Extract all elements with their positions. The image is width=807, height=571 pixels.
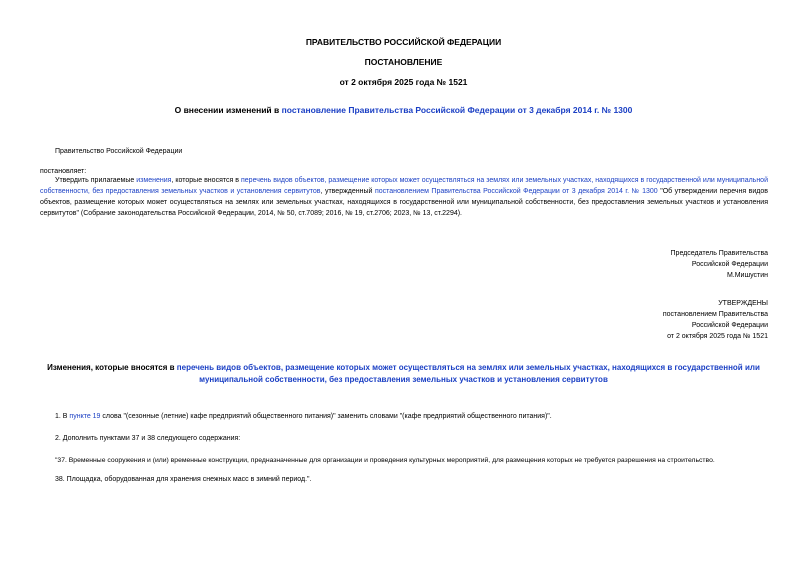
changes-link[interactable]: изменения bbox=[136, 177, 172, 184]
paragraph-text3: "Об утверждении перечня видов объектов, размещение которых может осуществляться на землях или земельных участках, находящихся в государственной или муниципальной собственности, без предоставления земельных участков и установления сервитутов" (Собрание законодательства Российской Федерации, 2014, № 50, ст.7089; 2016, № 19, ст.2706; 2023, № 13, ст.2294). bbox=[40, 188, 768, 217]
changes-title-prefix: Изменения, которые вносятся в bbox=[47, 363, 177, 372]
item-1-text: слова "(сезонные (летние) кафе предприятий общественного питания)" заменить словами "(кафе предприятий общественного питания)". bbox=[100, 413, 552, 420]
approval-line3: Российской Федерации bbox=[691, 322, 768, 329]
item-1 bbox=[55, 411, 785, 422]
title-link[interactable]: постановление Правительства Российской Федерации от 3 декабря 2014 г. № 1300 bbox=[281, 105, 633, 115]
signature-title: Председатель Правительства bbox=[670, 250, 768, 257]
document-title bbox=[0, 105, 807, 115]
changes-title-link[interactable]: перечень видов объектов, размещение которых может осуществляться на землях или земельных участках, находящихся в государственной или муниципальной собственности, без предоставления земельных участков и установления сервитутов bbox=[176, 363, 760, 384]
paragraph-text2: , утвержденный bbox=[320, 188, 375, 195]
signature-block bbox=[540, 248, 768, 281]
title-prefix: О внесении изменений в bbox=[174, 105, 282, 115]
changes-title bbox=[40, 362, 767, 386]
paragraph-text1: , которые вносятся в bbox=[171, 177, 241, 184]
approval-line2: постановлением Правительства bbox=[662, 311, 768, 318]
approval-line1: УТВЕРЖДЕНЫ bbox=[718, 300, 768, 307]
item-37: "37. Временные сооружения и (или) временные конструкции, предназначенные для организации и проведения культурных мероприятий, для размещения которых не требуется разрешения на строительство. bbox=[55, 457, 715, 464]
signature-country: Российской Федерации bbox=[691, 261, 768, 268]
paragraph-intro: Утвердить прилагаемые bbox=[55, 177, 137, 184]
main-paragraph bbox=[40, 175, 768, 219]
resolution-link[interactable]: постановлением Правительства Российской Федерации от 3 декабря 2014 г. № 1300 bbox=[374, 188, 658, 195]
list-link[interactable]: перечень видов объектов, размещение которых может осуществляться на землях или земельных участках, находящихся в государственной или муниципальной собственности, без предоставления земельных участков и установления сервитутов bbox=[40, 177, 768, 195]
government-label: Правительство Российской Федерации bbox=[55, 148, 183, 155]
doc-date-number: от 2 октября 2025 года № 1521 bbox=[339, 77, 468, 87]
authority-heading: ПРАВИТЕЛЬСТВО РОССИЙСКОЙ ФЕДЕРАЦИИ bbox=[305, 37, 502, 47]
doc-type-heading: ПОСТАНОВЛЕНИЕ bbox=[364, 57, 443, 67]
approval-line4: от 2 октября 2025 года № 1521 bbox=[667, 333, 768, 340]
item-38: 38. Площадка, оборудованная для хранения снежных масс в зимний период.". bbox=[55, 476, 312, 483]
item-1-prefix: 1. В bbox=[55, 413, 70, 420]
decides-label: постановляет: bbox=[40, 168, 87, 175]
approval-block bbox=[540, 298, 768, 342]
item-2: 2. Дополнить пунктами 37 и 38 следующего содержания: bbox=[55, 435, 241, 442]
signature-name: М.Мишустин bbox=[726, 272, 768, 279]
item-1-link[interactable]: пункте 19 bbox=[69, 413, 101, 420]
